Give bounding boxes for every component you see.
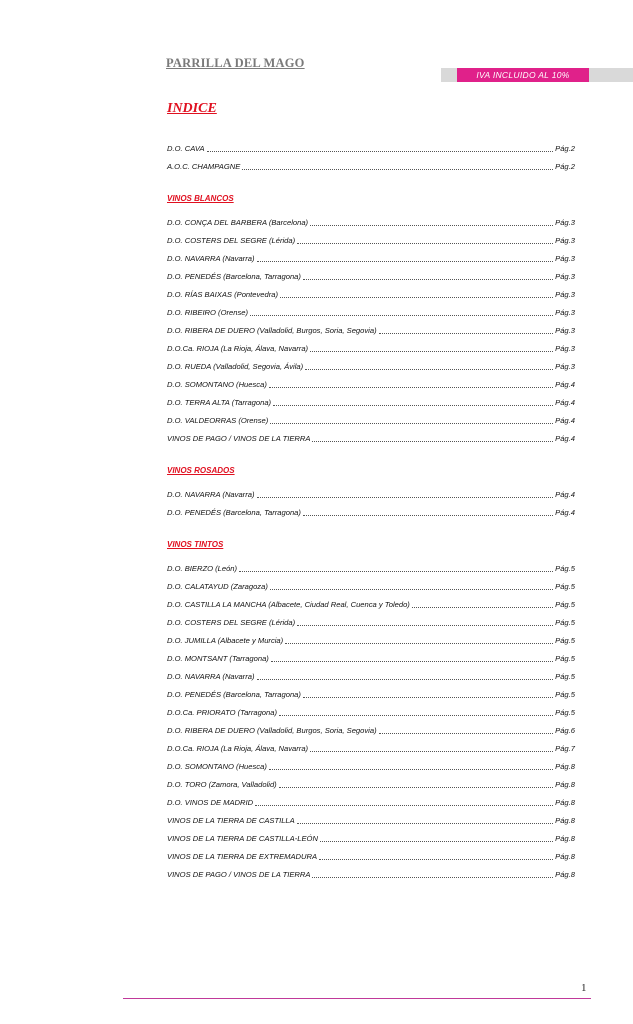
- toc-entry: [167, 408, 575, 426]
- entry-page: Pág.4: [555, 398, 575, 407]
- entry-page: Pág.5: [555, 636, 575, 645]
- entry-page: Pág.6: [555, 726, 575, 735]
- dot-leader: [285, 642, 553, 644]
- toc-section: [167, 192, 575, 444]
- section-heading: VINOS TINTOS: [167, 540, 224, 549]
- toc-entry: [167, 754, 575, 772]
- iva-badge: [441, 68, 633, 82]
- toc-entry: [167, 300, 575, 318]
- entry-page: Pág.2: [555, 144, 575, 153]
- entry-name: D.O. SOMONTANO (Huesca): [167, 762, 267, 771]
- dot-leader: [273, 404, 553, 406]
- entry-page: Pág.5: [555, 708, 575, 717]
- entry-name: D.O. PENEDÉS (Barcelona, Tarragona): [167, 508, 301, 517]
- toc-entry: [167, 426, 575, 444]
- entry-page: Pág.3: [555, 326, 575, 335]
- entry-name: D.O. RIBERA DE DUERO (Valladolid, Burgos, Soria, Segovia): [167, 326, 377, 335]
- dot-leader: [319, 858, 553, 860]
- toc-entry: [167, 736, 575, 754]
- entry-name: D.O. CASTILLA LA MANCHA (Albacete, Ciudad Real, Cuenca y Toledo): [167, 600, 410, 609]
- dot-leader: [297, 242, 553, 244]
- dot-leader: [257, 496, 554, 498]
- page-number: 1: [581, 982, 587, 994]
- toc-entry: [167, 336, 575, 354]
- toc-entry: [167, 318, 575, 336]
- entry-page: Pág.5: [555, 672, 575, 681]
- dot-leader: [207, 150, 554, 152]
- toc-entry: [167, 228, 575, 246]
- table-of-contents: [167, 136, 575, 900]
- dot-leader: [271, 660, 553, 662]
- dot-leader: [250, 314, 553, 316]
- entry-page: Pág.8: [555, 870, 575, 879]
- entry-name: D.O. SOMONTANO (Huesca): [167, 380, 267, 389]
- entry-name: D.O.Ca. RIOJA (La Rioja, Álava, Navarra): [167, 344, 309, 353]
- section-heading: VINOS ROSADOS: [167, 466, 235, 475]
- dot-leader: [270, 422, 553, 424]
- entry-name: D.O. CAVA: [167, 144, 205, 153]
- entry-page: Pág.8: [555, 798, 575, 807]
- entry-name: D.O. TORO (Zamora, Valladolid): [167, 780, 277, 789]
- footer-rule: [123, 998, 591, 999]
- dot-leader: [303, 514, 553, 516]
- toc-entry: [167, 556, 575, 574]
- entry-name: A.O.C. CHAMPAGNE: [167, 162, 241, 171]
- entry-name: D.O.Ca. RIOJA (La Rioja, Álava, Navarra): [167, 744, 309, 753]
- toc-entry: [167, 772, 575, 790]
- dot-leader: [297, 624, 553, 626]
- toc-entry: [167, 264, 575, 282]
- toc-entry: [167, 154, 575, 172]
- entry-page: Pág.3: [555, 362, 575, 371]
- toc-entry: [167, 136, 575, 154]
- dot-leader: [379, 332, 554, 334]
- entry-page: Pág.5: [555, 600, 575, 609]
- entry-page: Pág.3: [555, 290, 575, 299]
- entry-name: D.O. NAVARRA (Navarra): [167, 254, 255, 263]
- entry-name: D.O. NAVARRA (Navarra): [167, 490, 255, 499]
- toc-section: [167, 136, 575, 172]
- toc-entry: [167, 610, 575, 628]
- entry-name: D.O. RIBERA DE DUERO (Valladolid, Burgos, Soria, Segovia): [167, 726, 377, 735]
- entry-name: D.O. RIBEIRO (Orense): [167, 308, 249, 317]
- entry-page: Pág.4: [555, 416, 575, 425]
- entry-page: Pág.8: [555, 852, 575, 861]
- entry-page: Pág.4: [555, 490, 575, 499]
- entry-page: Pág.8: [555, 816, 575, 825]
- entry-page: Pág.3: [555, 254, 575, 263]
- entry-page: Pág.3: [555, 218, 575, 227]
- entry-name: VINOS DE PAGO / VINOS DE LA TIERRA: [167, 434, 311, 443]
- toc-entry: [167, 808, 575, 826]
- entry-page: Pág.5: [555, 564, 575, 573]
- entry-page: Pág.4: [555, 380, 575, 389]
- entry-page: Pág.7: [555, 744, 575, 753]
- entry-name: D.O. VALDEORRAS (Orense): [167, 416, 269, 425]
- iva-note: IVA INCLUIDO AL 10%: [457, 68, 589, 82]
- dot-leader: [379, 732, 554, 734]
- toc-entry: [167, 646, 575, 664]
- dot-leader: [412, 606, 553, 608]
- toc-entry: [167, 592, 575, 610]
- toc-entry: [167, 664, 575, 682]
- entry-name: VINOS DE LA TIERRA DE EXTREMADURA: [167, 852, 318, 861]
- entry-page: Pág.4: [555, 434, 575, 443]
- entry-page: Pág.8: [555, 834, 575, 843]
- dot-leader: [303, 696, 553, 698]
- dot-leader: [279, 786, 553, 788]
- entry-name: D.O. JUMILLA (Albacete y Murcia): [167, 636, 284, 645]
- entry-name: VINOS DE PAGO / VINOS DE LA TIERRA: [167, 870, 311, 879]
- entry-page: Pág.5: [555, 618, 575, 627]
- dot-leader: [257, 678, 554, 680]
- entry-page: Pág.3: [555, 308, 575, 317]
- toc-entry: [167, 628, 575, 646]
- entry-page: Pág.4: [555, 508, 575, 517]
- entry-name: VINOS DE LA TIERRA DE CASTILLA: [167, 816, 295, 825]
- dot-leader: [242, 168, 553, 170]
- dot-leader: [239, 570, 553, 572]
- toc-entry: [167, 372, 575, 390]
- dot-leader: [320, 840, 553, 842]
- toc-section: [167, 538, 575, 880]
- dot-leader: [280, 296, 553, 298]
- entry-name: D.O. CALATAYUD (Zaragoza): [167, 582, 268, 591]
- entry-name: D.O. TERRA ALTA (Tarragona): [167, 398, 272, 407]
- entry-name: D.O. COSTERS DEL SEGRE (Lérida): [167, 618, 296, 627]
- entry-page: Pág.3: [555, 344, 575, 353]
- toc-entry: [167, 574, 575, 592]
- index-title: INDICE: [167, 101, 217, 116]
- entry-page: Pág.5: [555, 654, 575, 663]
- entry-name: D.O. MONTSANT (Tarragona): [167, 654, 269, 663]
- toc-entry: [167, 210, 575, 228]
- entry-page: Pág.8: [555, 762, 575, 771]
- dot-leader: [257, 260, 554, 262]
- entry-page: Pág.5: [555, 582, 575, 591]
- document-title: PARRILLA DEL MAGO: [166, 56, 305, 70]
- dot-leader: [303, 278, 553, 280]
- entry-name: D.O. NAVARRA (Navarra): [167, 672, 255, 681]
- toc-section: [167, 464, 575, 518]
- entry-name: D.O. PENEDÉS (Barcelona, Tarragona): [167, 272, 301, 281]
- entry-name: D.O. VINOS DE MADRID: [167, 798, 254, 807]
- toc-entry: [167, 482, 575, 500]
- entry-name: D.O.Ca. PRIORATO (Tarragona): [167, 708, 278, 717]
- dot-leader: [312, 876, 553, 878]
- toc-entry: [167, 700, 575, 718]
- entry-page: Pág.3: [555, 272, 575, 281]
- dot-leader: [279, 714, 553, 716]
- toc-entry: [167, 844, 575, 862]
- entry-name: D.O. BIERZO (León): [167, 564, 238, 573]
- dot-leader: [297, 822, 553, 824]
- toc-entry: [167, 354, 575, 372]
- dot-leader: [312, 440, 553, 442]
- entry-name: VINOS DE LA TIERRA DE CASTILLA-LEÓN: [167, 834, 318, 843]
- entry-name: D.O. PENEDÉS (Barcelona, Tarragona): [167, 690, 301, 699]
- entry-page: Pág.5: [555, 690, 575, 699]
- toc-entry: [167, 246, 575, 264]
- entry-page: Pág.8: [555, 780, 575, 789]
- toc-entry: [167, 282, 575, 300]
- toc-entry: [167, 790, 575, 808]
- entry-name: D.O. COSTERS DEL SEGRE (Lérida): [167, 236, 296, 245]
- entry-name: D.O. RUEDA (Valladolid, Segovia, Ávila): [167, 362, 304, 371]
- dot-leader: [270, 588, 553, 590]
- dot-leader: [305, 368, 553, 370]
- dot-leader: [255, 804, 553, 806]
- dot-leader: [269, 768, 553, 770]
- entry-page: Pág.3: [555, 236, 575, 245]
- entry-name: D.O. CONÇA DEL BARBERA (Barcelona): [167, 218, 309, 227]
- section-heading: VINOS BLANCOS: [167, 194, 234, 203]
- dot-leader: [310, 224, 553, 226]
- dot-leader: [310, 350, 553, 352]
- dot-leader: [310, 750, 553, 752]
- toc-entry: [167, 500, 575, 518]
- dot-leader: [269, 386, 553, 388]
- toc-entry: [167, 718, 575, 736]
- toc-entry: [167, 826, 575, 844]
- toc-entry: [167, 682, 575, 700]
- entry-name: D.O. RÍAS BAIXAS (Pontevedra): [167, 290, 278, 299]
- toc-entry: [167, 862, 575, 880]
- toc-entry: [167, 390, 575, 408]
- entry-page: Pág.2: [555, 162, 575, 171]
